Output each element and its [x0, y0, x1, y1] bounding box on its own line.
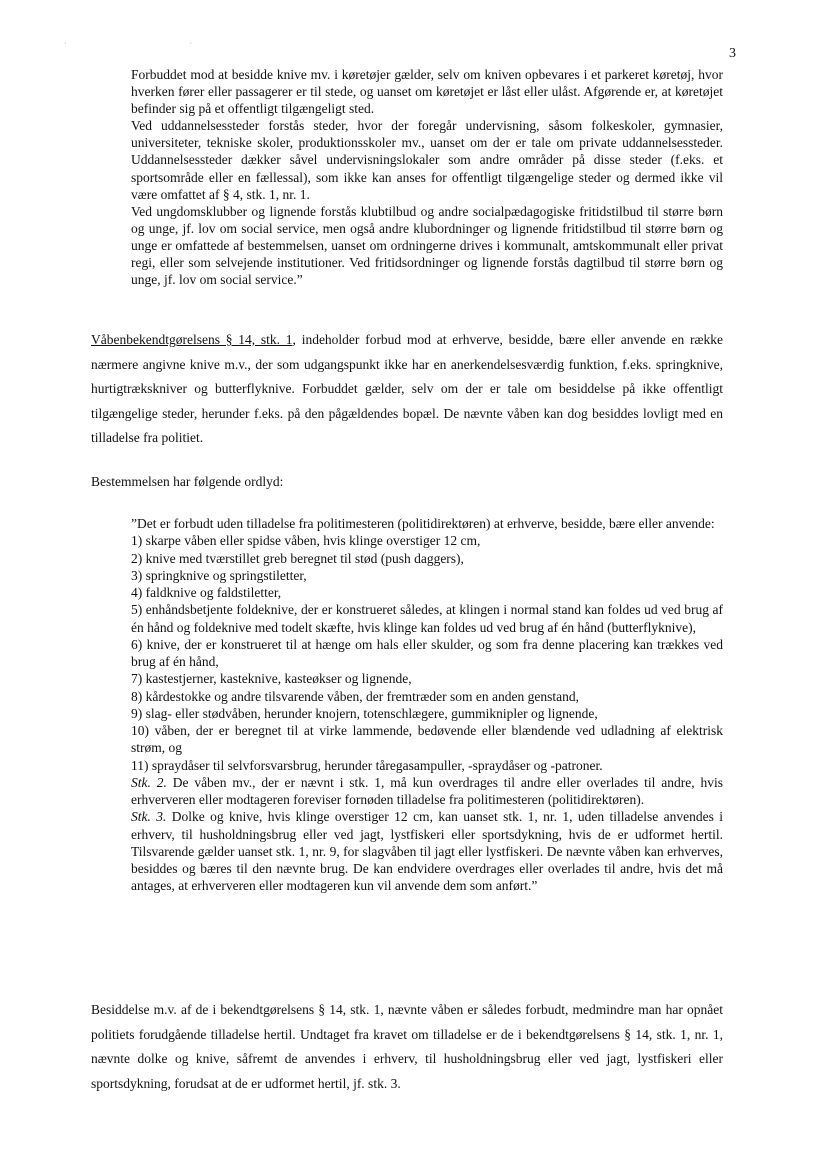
provision-opening: ”Det er forbudt uden tilladelse fra politimesteren (politidirektøren) at erhverve, besidde, bære eller anvende: — [131, 516, 715, 531]
provision-item: 2) knive med tværstillet greb beregnet til stød (push daggers), — [131, 550, 464, 566]
provision-item: 8) kårdestokke og andre tilsvarende våben, der fremtræder som en anden genstand, — [131, 688, 579, 704]
quoted-provision — [131, 515, 723, 895]
provision-item: 3) springknive og springstiletter, — [131, 567, 307, 583]
regulation-reference-link[interactable]: Våbenbekendtgørelsens § 14, stk. 1 — [91, 332, 293, 347]
stk2-text: De våben mv., der er nævnt i stk. 1, må kun overdrages til andre eller overlades til andre, hvis erhververen eller modtageren foreviser fornøden tilladelse fra politimesteren (politidirektøren). — [131, 774, 723, 807]
provision-intro-line: Bestemmelsen har følgende ordlyd: — [91, 474, 284, 489]
provision-item: 5) enhåndsbetjente foldeknive, der er konstrueret således, at klingen i normal stand kan foldes ud ved brug af én hånd og foldeknive med todelt skæfte, hvis klinge kan foldes ud ved brug af én hånd (butterflyknive), — [131, 602, 723, 635]
page-number: 3 — [729, 46, 736, 61]
stk3-text: Dolke og knive, hvis klinge overstiger 12 cm, kan uanset stk. 1, nr. 1, uden tilladelse anvendes i erhverv, til husholdningsbrug eller ved jagt, lystfiskeri eller sportsdykning, hvis de er udformet hertil. Tilsvarende gælder uanset stk. 1, nr. 9, for slagvåben til jagt eller lystfiskeri. De nævnte våben kan erhverves, besiddes og bæres til den nævnte brug. De kan endvidere overdrages eller overlades til andre, hvis det må antages, at erhververen eller modtageren kun vil anvende dem som anført.” — [131, 809, 723, 894]
provision-stk3 — [131, 808, 723, 894]
provision-stk2 — [131, 774, 723, 809]
provision-item: 11) spraydåser til selvforsvarsbrug, herunder tåregasampuller, -spraydåser og -patroner. — [131, 757, 603, 773]
body-paragraph-1-text: , indeholder forbud mod at erhverve, besidde, bære eller anvende en række nærmere angivne knive m.v., der som udgangspunkt ikke har en anerkendelsesværdig funktion, f.eks. springknive, hurtigtrækskniver og butterflyknive. Forbuddet gælder, selv om der er tale om besiddelse på ikke offentligt tilgængelige steder, herunder f.eks. på den pågældendes bopæl. De nævnte våben kan dog besiddes lovligt med en tilladelse fra politiet. — [91, 332, 723, 446]
stk2-label: Stk. 2. — [131, 774, 167, 790]
provision-item: 9) slag- eller stødvåben, herunder knojern, totenschlægere, gummiknipler og lignende, — [131, 705, 598, 721]
provision-item: 1) skarpe våben eller spidse våben, hvis klinge overstiger 12 cm, — [131, 533, 481, 549]
scan-artifacts: · · — [64, 38, 253, 48]
commentary-paragraph-education: Ved uddannelsessteder forstås steder, hvor der foregår undervisning, såsom folkeskoler, gymnasier, universiteter, tekniske skoler, produktionsskoler mv., uanset om der er tale om private uddannelsessteder. Uddannelsessteder dækker såvel undervisningslokaler som andre områder på disse steder (f.eks. et sportsområde eller en fællessal), som ikke kan anses for offentligt tilgængelige steder og dermed ikke vil være omfattet af § 4, stk. 1, nr. 1. — [131, 118, 723, 202]
provision-item: 10) våben, der er beregnet til at virke lammende, bedøvende eller blændende ved udladning af elektrisk strøm, og — [131, 723, 723, 756]
provision-item: 7) kastestjerner, kasteknive, kasteøkser og lignende, — [131, 671, 412, 687]
quoted-commentary — [131, 66, 723, 288]
provision-item: 6) knive, der er konstrueret til at hænge om hals eller skulder, og som fra denne placering kan trækkes ved brug af én hånd, — [131, 636, 723, 669]
body-paragraph-2: Besiddelse m.v. af de i bekendtgørelsens § 14, stk. 1, nævnte våben er således forbudt, medmindre man har opnået politiets forudgående tilladelse hertil. Undtaget fra kravet om tilladelse er de i bekendtgørelsens § 14, stk. 1, nr. 1, nævnte dolke og knive, såfremt de anvendes i erhverv, til husholdningsbrug eller ved jagt, lystfiskeri eller sportsdykning, forudsat at de er udformet hertil, jf. stk. 3. — [91, 1002, 723, 1091]
commentary-paragraph-vehicles: Forbuddet mod at besidde knive mv. i køretøjer gælder, selv om kniven opbevares i et parkeret køretøj, hvor hverken fører eller passagerer er til stede, og uanset om køretøjet er låst eller ulåst. Afgørende er, at køretøjet befinder sig på et offentligt tilgængeligt sted. — [131, 67, 723, 117]
body-paragraph-1 — [91, 328, 723, 451]
commentary-paragraph-youth-clubs: Ved ungdomsklubber og lignende forstås klubtilbud og andre socialpædagogiske fritidstilbud til større børn og unge, jf. lov om social service, men også andre klubordninger og lignende fritidstilbud til større børn og unge er omfattede af bestemmelsen, uanset om ordningerne drives i kommunalt, amtskommunalt eller privat regi, eller som selvejende institutioner. Ved fritidsordninger og lignende forstås dagtilbud til større børn og unge, jf. lov om social service.” — [131, 203, 723, 288]
provision-item: 4) faldknive og faldstiletter, — [131, 585, 282, 600]
stk3-label: Stk. 3. — [131, 809, 167, 825]
